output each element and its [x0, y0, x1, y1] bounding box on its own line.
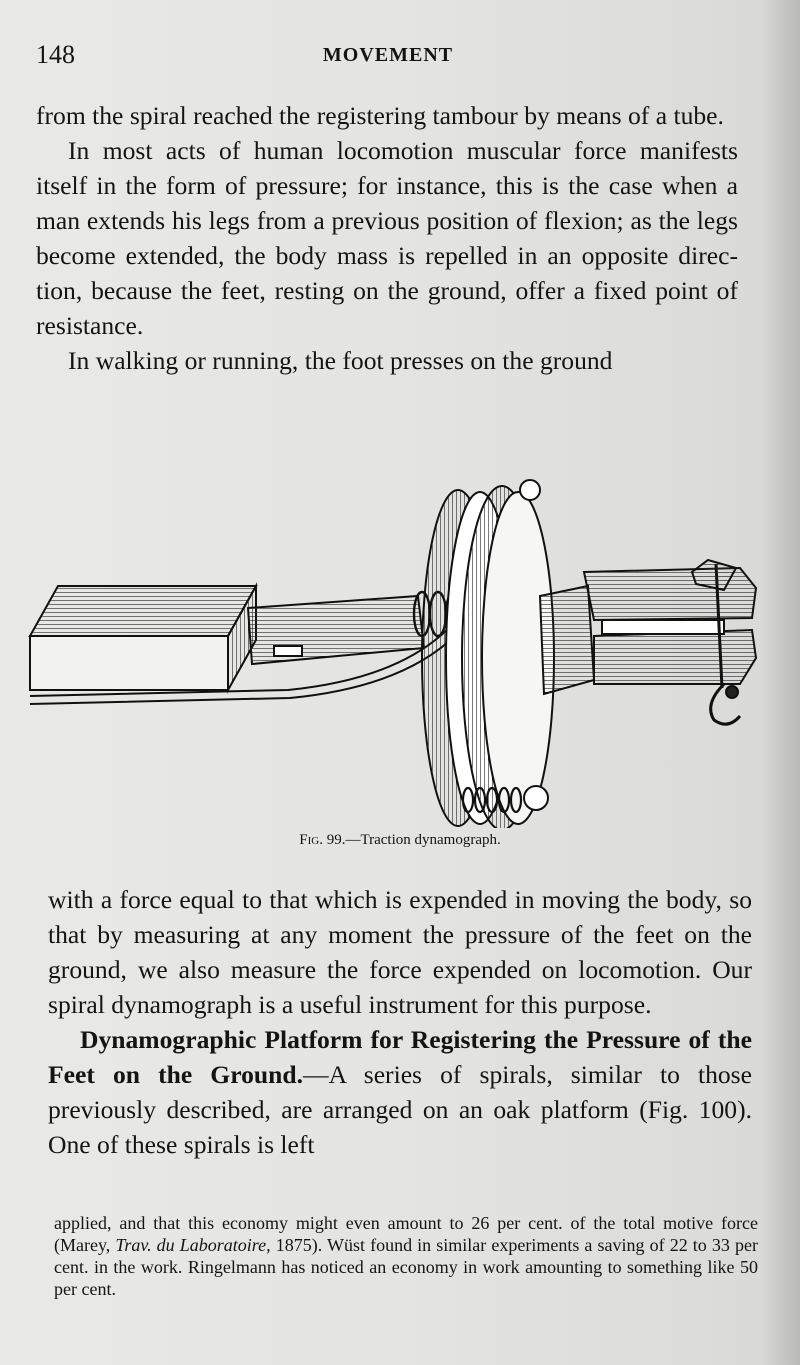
body-text-top [36, 98, 738, 378]
footnote-text-before: applied, and that this economy might even amount to 26 per cent. of the total motive force (Marey, [54, 1213, 758, 1255]
figure-title: —Traction dynamograph. [345, 832, 501, 848]
footnote-text [54, 1212, 758, 1300]
footnote-text-after: 1875). Wüst found in similar experiments a saving of 22 to 33 per cent. in the work. Ringelmann has noticed an economy in work amounting to something like 50 per cent. [54, 1235, 758, 1299]
traction-dynamograph-illustration [28, 468, 768, 828]
running-head: MOVEMENT [322, 44, 454, 66]
paragraph-pressure: In most acts of human locomotion muscular force manifests itself in the form of pressure; for instance, this is the case when a man extends his legs from a previous position of flexion; as the legs become extended, the body mass is repelled in an opposite direction, because the feet, resting on the ground, offer a fixed point of resistance. [36, 136, 738, 340]
page-header [36, 40, 740, 76]
body-text-bottom [48, 882, 752, 1162]
section-heading: Dynamographic Platform for Registering the Pressure of the Feet on the Ground. [48, 1025, 752, 1089]
footnote-citation-title: Trav. du Laboratoire, [115, 1235, 271, 1255]
paragraph-force: with a force equal to that which is expended in moving the body, so that by measuring at any moment the pressure of the feet on the ground, we also measure the force expended on locomotion. Our spiral dynamograph is a useful instrument for this purpose. [48, 885, 752, 1019]
figure-caption [0, 832, 800, 849]
paragraph-walking: In walking or running, the foot presses on the ground [68, 346, 613, 375]
footnote [54, 1212, 758, 1300]
paragraph-continuation: from the spiral reached the registering tambour by means of a tube. [36, 101, 724, 130]
page-number: 148 [36, 40, 75, 69]
section-text: —A series of spirals, similar to those previously described, are arranged on an oak platform (Fig. 100). One of these spirals is left [48, 1060, 752, 1159]
paragraph-platform [48, 1022, 752, 1162]
figure-label: Fig. 99. [299, 832, 346, 848]
